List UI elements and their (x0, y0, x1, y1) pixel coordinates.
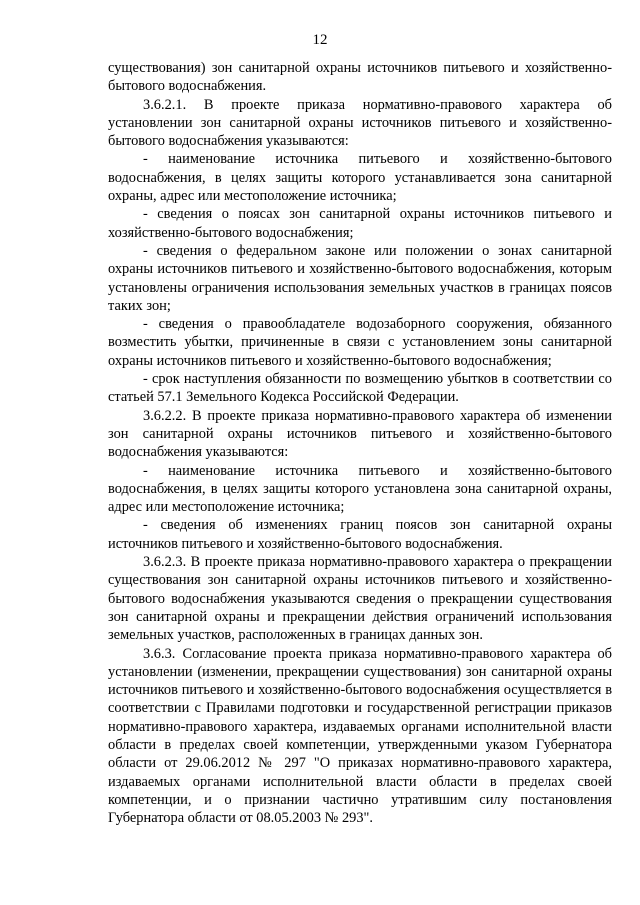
list-item-source-name-change: - наименование источника питьевого и хозяйственно-бытового водоснабжения, в целях защиты которого установлена зона санитарной охраны, адрес или местоположение источника; (108, 462, 612, 516)
document-body (108, 59, 612, 827)
list-item-belts-info: - сведения о поясах зон санитарной охраны источников питьевого и хозяйственно-бытового водоснабжения; (108, 206, 612, 241)
list-item-rights-holder: - сведения о правообладателе водозаборного сооружения, обязанного возместить убытки, причиненные в связи с установлением зоны санитарной охраны источников питьевого и хозяйственно-бытового водоснабжения; (108, 316, 612, 369)
list-item-boundary-changes: - сведения об изменениях границ поясов зон санитарной охраны источников питьевого и хозяйственно-бытового водоснабжения. (108, 517, 612, 552)
paragraph-3-6-2-3: 3.6.2.3. В проекте приказа нормативно-правового характера о прекращении существования зон санитарной охраны источников питьевого и хозяйственно-бытового водоснабжения указываются сведения о прекращении существования зон санитарной охраны и прекращении действия ограничений использования земельных участков, расположенных в границах данных зон. (108, 554, 612, 644)
list-item-compensation-term: - срок наступления обязанности по возмещению убытков в соответствии со статьей 57.1 Земельного Кодекса Российской Федерации. (108, 371, 612, 406)
page-number: 12 (312, 32, 328, 48)
list-item-federal-law: - сведения о федеральном законе или положении о зонах санитарной охраны источников питьевого и хозяйственно-бытового водоснабжения, которым установлены ограничения использования земельных участков в границах поясов таких зон; (108, 242, 612, 314)
paragraph-3-6-3: 3.6.3. Согласование проекта приказа нормативно-правового характера об установлении (изменении, прекращении существования) зон санитарной охраны источников питьевого и хозяйственно-бытового водоснабжения осуществляется в соответствии с Правилами подготовки и государственной регистрации приказов нормативно-правового характера, издаваемых органами исполнительной власти области в пределах своей компетенции, утвержденными указом Губернатора области от 29.06.2012 № 297 "О приказах нормативно-правового характера, издаваемых органами исполнительной власти области в пределах своей компетенции, и о признании частично утратившим силу постановления Губернатора области от 08.05.2003 № 293". (108, 645, 612, 827)
list-item-source-name: - наименование источника питьевого и хозяйственно-бытового водоснабжения, в целях защиты которого устанавливается зона санитарной охраны, адрес или местоположение источника; (108, 151, 612, 205)
paragraph-3-6-2-2: 3.6.2.2. В проекте приказа нормативно-правового характера об изменении зон санитарной охраны источников питьевого и хозяйственно-бытового водоснабжения указываются: (108, 407, 612, 461)
paragraph-3-6-2-1: 3.6.2.1. В проекте приказа нормативно-правового характера об установлении зон санитарной охраны источников питьевого и хозяйственно-бытового водоснабжения указываются: (108, 96, 612, 150)
paragraph-continuation: существования) зон санитарной охраны источников питьевого и хозяйственно-бытового водоснабжения. (108, 60, 612, 95)
